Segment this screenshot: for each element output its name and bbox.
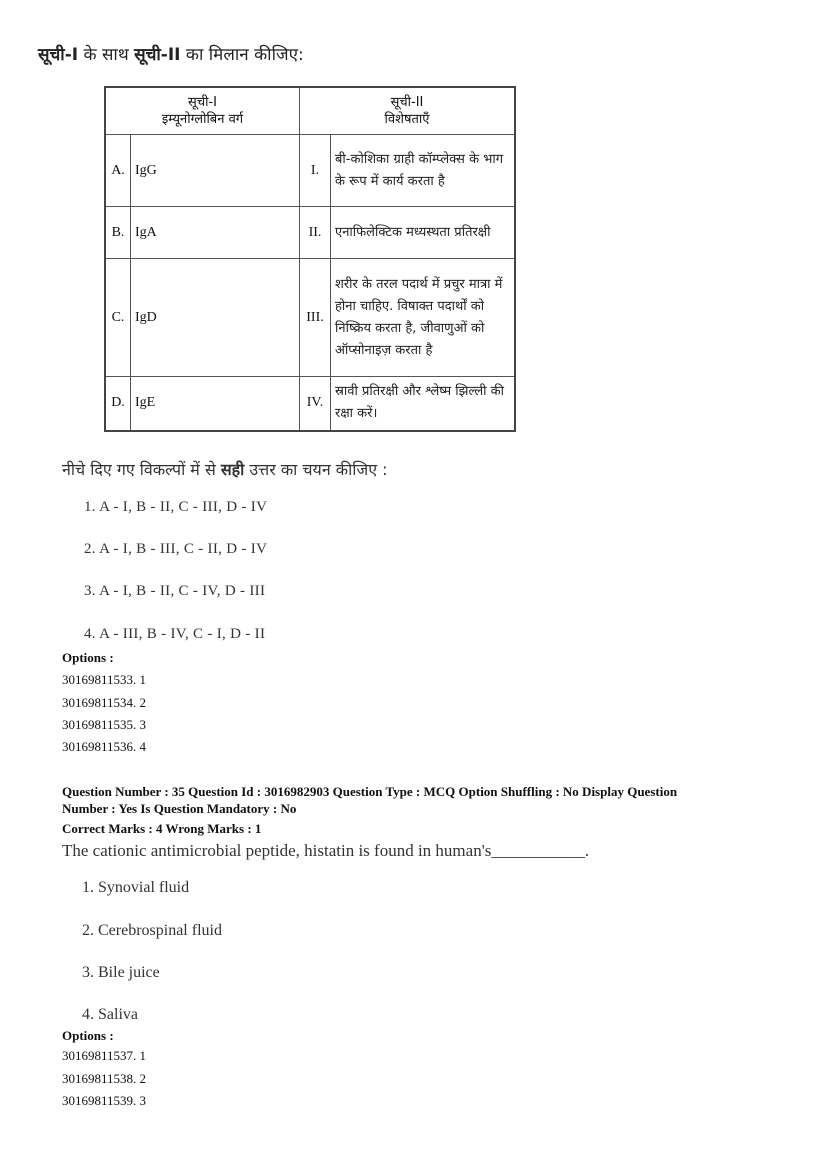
characteristic: स्रावी प्रतिरक्षी और श्लेष्म झिल्ली की रक्षा करें। [331, 377, 516, 431]
option-id: 30169811536. 4 [62, 739, 147, 754]
roman-numeral: III. [300, 259, 331, 377]
option-id: 30169811538. 2 [62, 1071, 147, 1086]
list-1-ref: सूची-I [38, 45, 79, 65]
characteristic: एनाफिलेक्टिक मध्यस्थता प्रतिरक्षी [331, 207, 516, 259]
roman-numeral: II. [300, 207, 331, 259]
answer-choice: 2. A - I, B - III, C - II, D - IV [84, 541, 268, 557]
row-label: C. [105, 259, 131, 377]
options-label: Options : [62, 1028, 114, 1043]
list-1-header: सूची-I इम्यूनोग्लोबिन वर्ग [105, 87, 300, 135]
table-header-row [105, 87, 515, 135]
marks-line: Correct Marks : 4 Wrong Marks : 1 [62, 821, 262, 836]
answer-choice: 2. Cerebrospinal fluid [82, 922, 222, 939]
question-text: The cationic antimicrobial peptide, histatin is found in human's___________. [62, 841, 590, 860]
question-meta-line-1: Question Number : 35 Question Id : 3016982903 Question Type : MCQ Option Shuffling : No Display Question [62, 784, 678, 799]
answer-choice: 3. Bile juice [82, 964, 160, 981]
row-label: B. [105, 207, 131, 259]
immunoglobulin-class: IgA [131, 207, 300, 259]
table-row [105, 135, 515, 207]
table-row [105, 207, 515, 259]
options-label: Options : [62, 650, 114, 665]
answer-choice: 4. A - III, B - IV, C - I, D - II [84, 626, 266, 642]
option-id: 30169811534. 2 [62, 695, 147, 710]
table-row [105, 259, 515, 377]
question-meta-line-2: Number : Yes Is Question Mandatory : No [62, 801, 297, 816]
option-id: 30169811533. 1 [62, 672, 147, 687]
answer-choice: 1. A - I, B - II, C - III, D - IV [84, 499, 268, 515]
instruction-connector: के साथ [78, 45, 135, 65]
characteristic: बी-कोशिका ग्राही कॉम्प्लेक्स के भाग के रूप में कार्य करता है [331, 135, 516, 207]
match-instruction [38, 42, 304, 65]
table-row [105, 377, 515, 431]
option-id: 30169811537. 1 [62, 1048, 147, 1063]
answer-choice: 1. Synovial fluid [82, 879, 190, 896]
option-id: 30169811539. 3 [62, 1093, 147, 1108]
answer-choice: 4. Saliva [82, 1006, 138, 1023]
list-2-ref: सूची-II [134, 45, 181, 65]
answer-choice: 3. A - I, B - II, C - IV, D - III [84, 583, 266, 599]
roman-numeral: I. [300, 135, 331, 207]
roman-numeral: IV. [300, 377, 331, 431]
matching-table [104, 86, 516, 432]
row-label: A. [105, 135, 131, 207]
choose-instruction: नीचे दिए गए विकल्पों में से सही उत्तर का चयन कीजिए : [62, 460, 388, 479]
row-label: D. [105, 377, 131, 431]
list-2-header: सूची-II विशेषताएँ [300, 87, 516, 135]
immunoglobulin-class: IgD [131, 259, 300, 377]
instruction-tail: का मिलान कीजिए: [180, 45, 304, 65]
immunoglobulin-class: IgG [131, 135, 300, 207]
immunoglobulin-class: IgE [131, 377, 300, 431]
option-id: 30169811535. 3 [62, 717, 147, 732]
characteristic: शरीर के तरल पदार्थ में प्रचुर मात्रा में होना चाहिए. विषाक्त पदार्थों को निष्क्रिय करता है, जीवाणुओं को ऑप्सोनाइज़ करता है [331, 259, 516, 377]
